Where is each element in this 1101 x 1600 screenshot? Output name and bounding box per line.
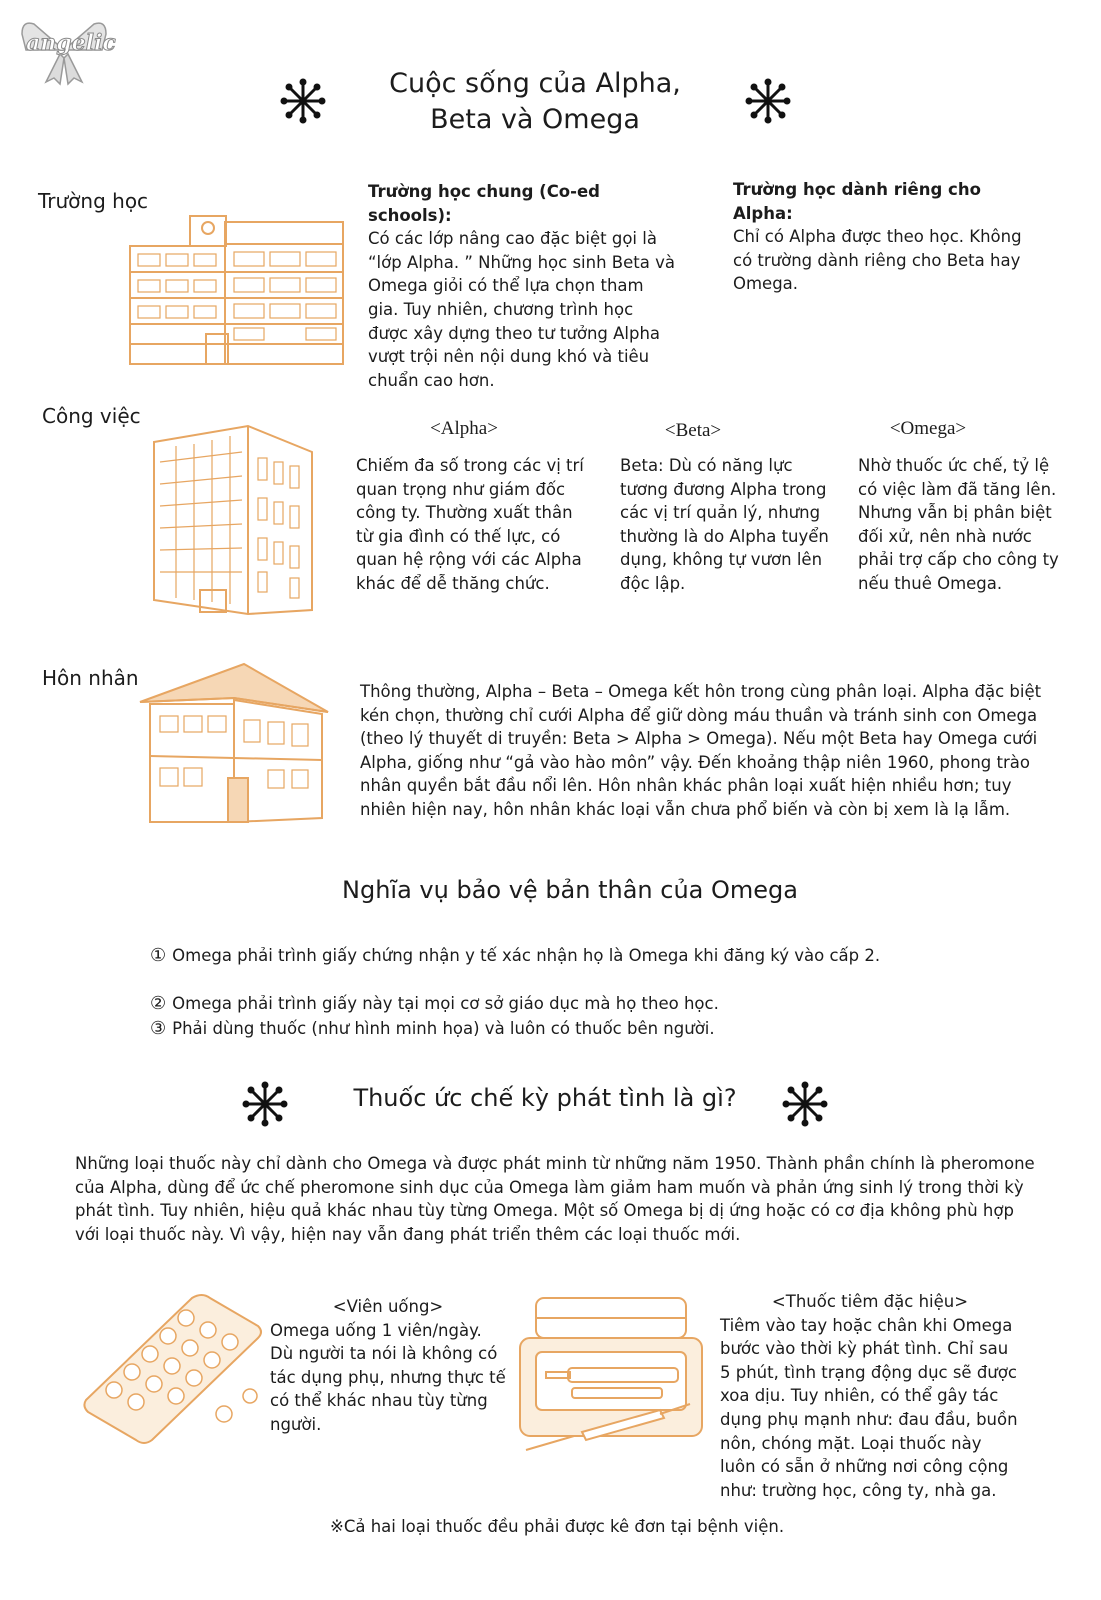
injection-block	[720, 1290, 1020, 1502]
snowflake-icon	[745, 78, 791, 124]
pill-text: Omega uống 1 viên/ngày. Dù người ta nói là không có tác dụng phụ, nhưng thực tế có thể khác nhau tùy từng người.	[270, 1320, 506, 1434]
obligation-number: ③	[150, 1018, 167, 1039]
obligations-heading: Nghĩa vụ bảo vệ bản thân của Omega	[342, 876, 798, 904]
obligation-text: Omega phải trình giấy này tại mọi cơ sở giáo dục mà họ theo học.	[172, 994, 719, 1013]
obligation-number: ①	[150, 945, 167, 966]
beta-work-heading: <Beta>	[664, 420, 722, 441]
injection-text: Tiêm vào tay hoặc chân khi Omega bước vào thời kỳ phát tình. Chỉ sau 5 phút, tình trạng động dục sẽ được xoa dịu. Tuy nhiên, có thể gây tác dụng phụ mạnh như: đau đầu, buồn nôn, chóng mặt. Loại thuốc này luôn có sẵn ở những nơi công cộng như: trường học, công ty, nhà ga.	[720, 1315, 1018, 1500]
obligation-item	[150, 1017, 1050, 1041]
school-label: Trường học	[38, 189, 149, 213]
obligation-text: Omega phải trình giấy chứng nhận y tế xác nhận họ là Omega khi đăng ký vào cấp 2.	[172, 946, 881, 965]
injection-case-illustration	[512, 1292, 708, 1460]
pill-heading: <Viên uống>	[332, 1297, 444, 1316]
injection-heading: <Thuốc tiêm đặc hiệu>	[771, 1292, 969, 1311]
obligation-text: Phải dùng thuốc (như hình minh họa) và luôn có thuốc bên người.	[172, 1019, 715, 1038]
alpha-school-block	[733, 178, 1033, 296]
logo	[14, 14, 114, 86]
coed-school-block	[368, 180, 678, 392]
omega-work-text: Nhờ thuốc ức chế, tỷ lệ có việc làm đã tăng lên. Nhưng vẫn bị phân biệt đối xử, nên nhà nước phải trợ cấp cho công ty nếu thuê Omega.	[858, 456, 1059, 593]
suppressant-intro: Những loại thuốc này chỉ dành cho Omega và được phát minh từ những năm 1950. Thành phần chính là pheromone của Alpha, dùng để ức chế pheromone sinh dục của Omega làm giảm ham muốn và phản ứng sinh lý trong thời kỳ phát tình. Tuy nhiên, hiệu quả khác nhau tùy từng Omega. Một số Omega bị dị ứng hoặc có cơ địa không phù hợp với loại thuốc này. Vì vậy, hiện nay vẫn đang phát triển thêm các loại thuốc mới.	[75, 1154, 1035, 1244]
alpha-work-text: Chiếm đa số trong các vị trí quan trọng như giám đốc công ty. Thường xuất thân từ gia đình có thế lực, có quan hệ rộng với các Alpha khác để dễ thăng chức.	[356, 456, 584, 593]
beta-work-text: Beta: Dù có năng lực tương đương Alpha trong các vị trí quản lý, nhưng thường là do Alpha tuyển dụng, không tự vươn lên độc lập.	[620, 456, 829, 593]
coed-school-text: Có các lớp nâng cao đặc biệt gọi là “lớp Alpha. ” Những học sinh Beta và Omega giỏi có thể lựa chọn tham gia. Tuy nhiên, chương trình học được xây dựng theo tư tưởng Alpha vượt trội nên nội dung khó và tiêu chuẩn cao hơn.	[368, 229, 675, 390]
marriage-label: Hôn nhân	[42, 666, 139, 690]
coed-school-heading: Trường học chung (Co-ed schools):	[368, 182, 600, 225]
house-illustration	[136, 660, 332, 828]
footnote: ※Cả hai loại thuốc đều phải được kê đơn tại bệnh viện.	[330, 1517, 785, 1536]
page-title-line2: Beta và Omega	[430, 104, 640, 135]
snowflake-icon	[242, 1081, 288, 1127]
logo-text: angelic	[26, 30, 116, 56]
work-label: Công việc	[42, 404, 141, 428]
obligation-item	[150, 944, 1050, 968]
obligation-item	[150, 992, 1050, 1016]
pill-blister-illustration	[80, 1290, 270, 1450]
suppressant-heading: Thuốc ức chế kỳ phát tình là gì?	[353, 1084, 737, 1112]
snowflake-icon	[280, 78, 326, 124]
school-building-illustration	[126, 210, 346, 370]
alpha-school-heading: Trường học dành riêng cho Alpha:	[733, 180, 981, 223]
snowflake-icon	[782, 1081, 828, 1127]
page-title-line1: Cuộc sống của Alpha,	[389, 68, 681, 99]
omega-work-heading: <Omega>	[889, 418, 967, 439]
obligation-number: ②	[150, 993, 167, 1014]
office-building-illustration	[150, 422, 316, 617]
marriage-text: Thông thường, Alpha – Beta – Omega kết hôn trong cùng phân loại. Alpha đặc biệt kén chọn, thường chỉ cưới Alpha để giữ dòng máu thuần và tránh sinh con Omega (theo lý thuyết di truyền: Beta > Alpha > Omega). Nếu một Beta hay Omega cưới Alpha, giống như “gả vào hào môn” vậy. Đến khoảng thập niên 1960, phong trào nhân quyền bắt đầu nổi lên. Hôn nhân khác phân loại xuất hiện nhiều hơn; tuy nhiên hiện nay, hôn nhân khác loại vẫn chưa phổ biến và còn bị xem là lạ lẫm.	[360, 682, 1042, 819]
alpha-school-text: Chỉ có Alpha được theo học. Không có trường dành riêng cho Beta hay Omega.	[733, 227, 1022, 294]
page-title	[360, 66, 710, 138]
alpha-work-heading: <Alpha>	[430, 418, 498, 439]
pill-block	[270, 1295, 506, 1437]
